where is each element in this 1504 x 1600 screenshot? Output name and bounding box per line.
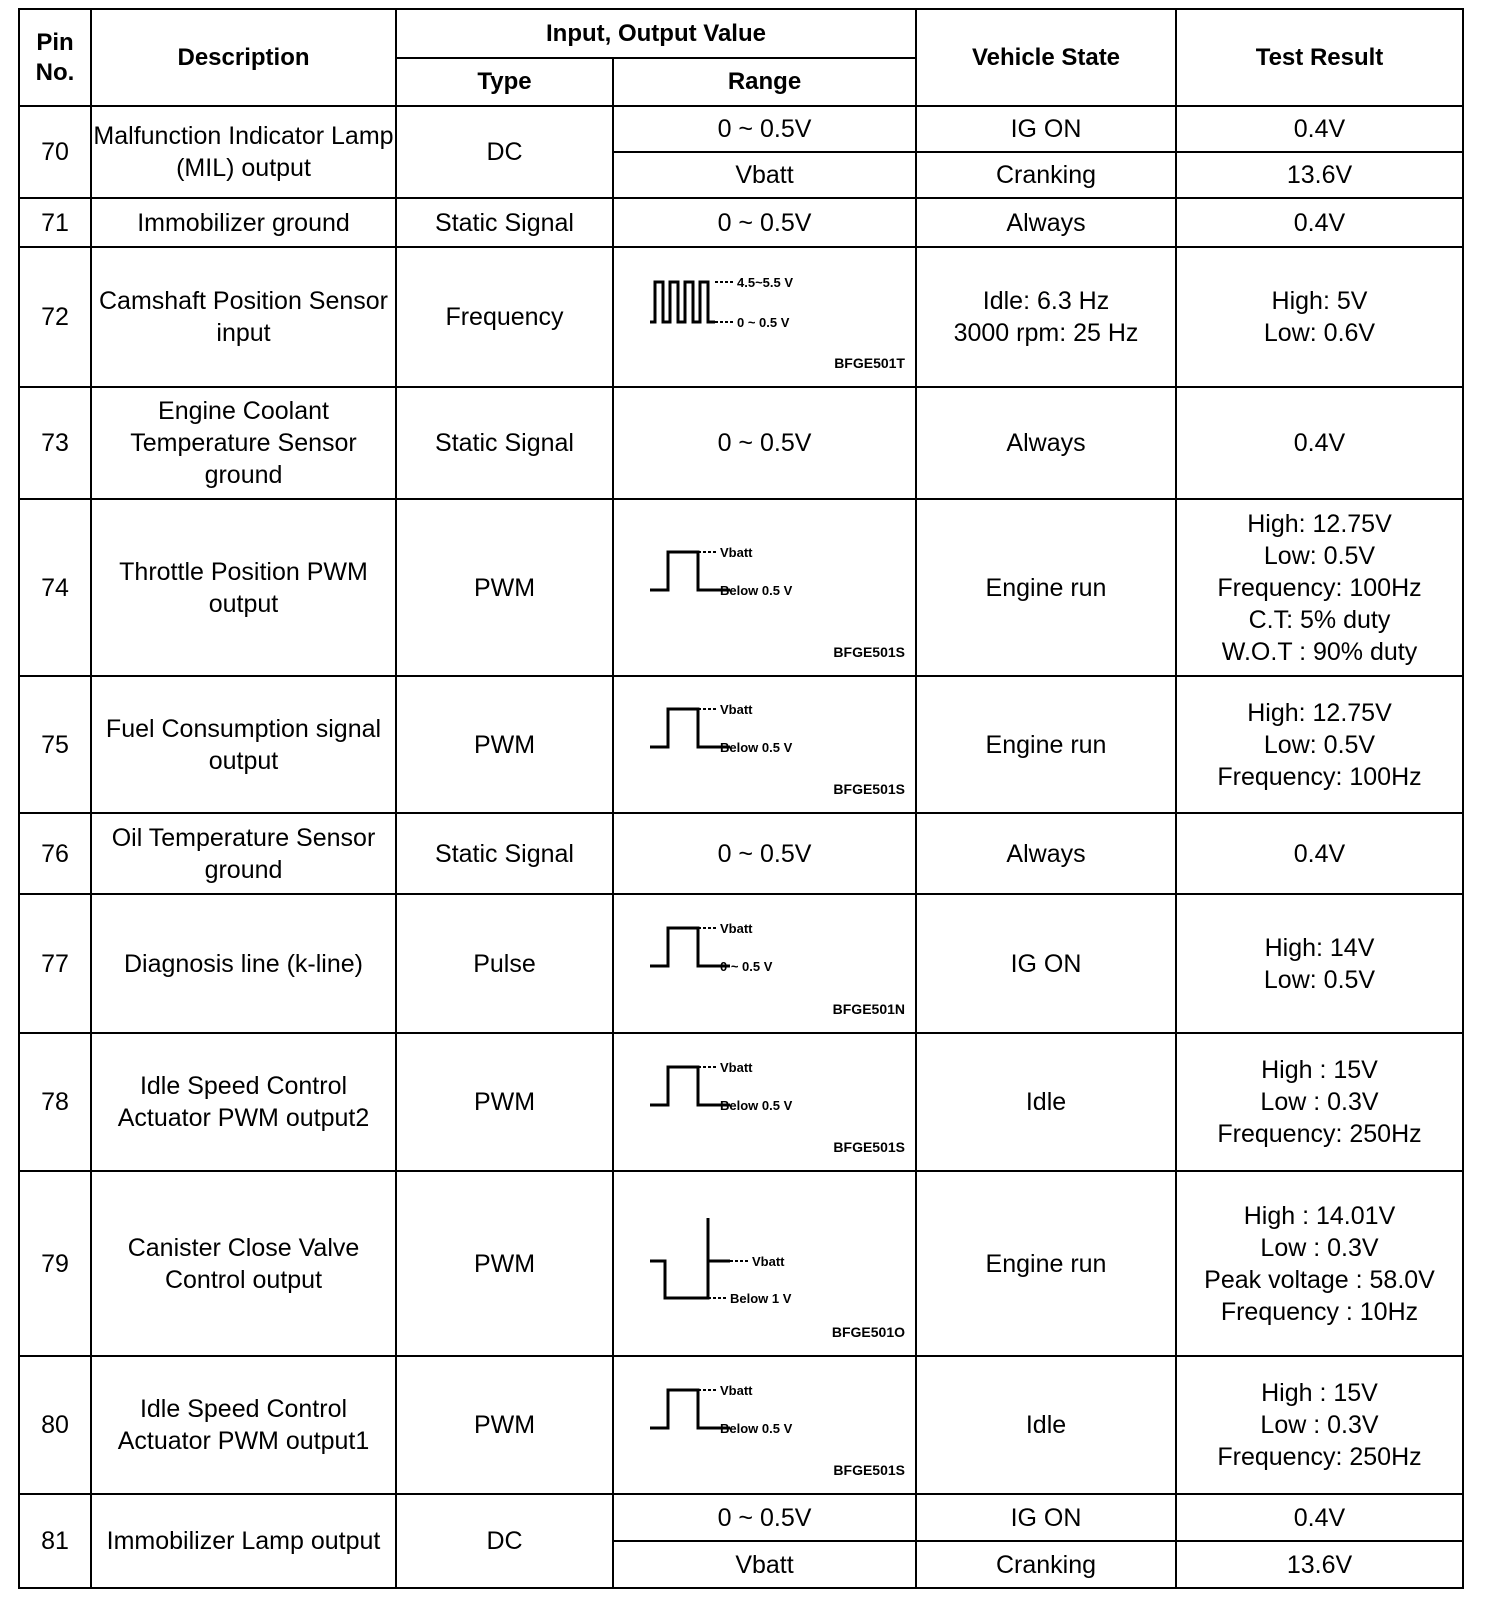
vehicle-state: Idle [916, 1356, 1176, 1494]
table-row [19, 106, 1463, 152]
table-row [19, 1033, 1463, 1171]
header-type: Type [396, 58, 613, 106]
vehicle-state: IG ON [916, 894, 1176, 1033]
pin-no: 79 [19, 1171, 91, 1356]
table-row [19, 813, 1463, 894]
test-result: High : 15V Low : 0.3V Frequency: 250Hz [1176, 1033, 1463, 1171]
waveform-low-label: Below 0.5 V [719, 1420, 792, 1436]
waveform-icon [650, 1216, 880, 1311]
waveform-high-label: Vbatt [719, 1382, 752, 1398]
description: Malfunction Indicator Lamp (MIL) output [91, 106, 396, 198]
figure-code: BFGE501T [834, 355, 905, 371]
waveform-icon [650, 540, 880, 635]
test-result: High: 5V Low: 0.6V [1176, 247, 1463, 387]
description: Engine Coolant Temperature Sensor ground [91, 387, 396, 499]
vehicle-state: Engine run [916, 676, 1176, 813]
waveform-high-label: Vbatt [719, 545, 752, 560]
pin-no: 70 [19, 106, 91, 198]
table-row [19, 894, 1463, 1033]
table-row [19, 676, 1463, 813]
range-waveform [613, 894, 916, 1033]
header-io-value: Input, Output Value [396, 9, 916, 58]
range: 0 ~ 0.5V [613, 813, 916, 894]
range: Vbatt [613, 1541, 916, 1588]
test-result: 0.4V [1176, 106, 1463, 152]
header-description: Description [91, 9, 396, 106]
table-row [19, 1171, 1463, 1356]
range: Vbatt [613, 152, 916, 198]
type: DC [396, 106, 613, 198]
description: Idle Speed Control Actuator PWM output2 [91, 1033, 396, 1171]
header-pin-no: Pin No. [19, 9, 91, 106]
waveform-high-label: Vbatt [719, 1059, 752, 1075]
waveform-high-label: Vbatt [751, 1254, 784, 1269]
description: Diagnosis line (k-line) [91, 894, 396, 1033]
type: Pulse [396, 894, 613, 1033]
vehicle-state: Idle [916, 1033, 1176, 1171]
waveform-low-label: 0 ~ 0.5 V [719, 959, 772, 974]
description: Canister Close Valve Control output [91, 1171, 396, 1356]
pin-no: 77 [19, 894, 91, 1033]
type: PWM [396, 1033, 613, 1171]
figure-code: BFGE501S [833, 644, 905, 660]
figure-code: BFGE501S [833, 1462, 905, 1478]
vehicle-state: Cranking [916, 152, 1176, 198]
type: PWM [396, 499, 613, 676]
table-row [19, 1356, 1463, 1494]
type: Static Signal [396, 813, 613, 894]
type: Static Signal [396, 198, 613, 247]
table-row [19, 499, 1463, 676]
vehicle-state: Always [916, 813, 1176, 894]
description: Oil Temperature Sensor ground [91, 813, 396, 894]
type: Frequency [396, 247, 613, 387]
test-result: 0.4V [1176, 813, 1463, 894]
table-row [19, 1494, 1463, 1541]
vehicle-state: Always [916, 198, 1176, 247]
range: 0 ~ 0.5V [613, 1494, 916, 1541]
type: PWM [396, 1171, 613, 1356]
vehicle-state: Always [916, 387, 1176, 499]
waveform-high-label: Vbatt [719, 702, 752, 717]
test-result: 0.4V [1176, 1494, 1463, 1541]
test-result: High: 14V Low: 0.5V [1176, 894, 1463, 1033]
header-range: Range [613, 58, 916, 106]
test-result: High : 15V Low : 0.3V Frequency: 250Hz [1176, 1356, 1463, 1494]
waveform-high-label: Vbatt [719, 921, 752, 936]
type: Static Signal [396, 387, 613, 499]
type: DC [396, 1494, 613, 1588]
description: Fuel Consumption signal output [91, 676, 396, 813]
range: 0 ~ 0.5V [613, 106, 916, 152]
range-waveform [613, 676, 916, 813]
test-result: 13.6V [1176, 1541, 1463, 1588]
range: 0 ~ 0.5V [613, 198, 916, 247]
pin-no: 75 [19, 676, 91, 813]
vehicle-state: Engine run [916, 1171, 1176, 1356]
description: Camshaft Position Sensor input [91, 247, 396, 387]
vehicle-state: Cranking [916, 1541, 1176, 1588]
description: Idle Speed Control Actuator PWM output1 [91, 1356, 396, 1494]
header-test-result: Test Result [1176, 9, 1463, 106]
range-waveform [613, 1171, 916, 1356]
vehicle-state: Engine run [916, 499, 1176, 676]
figure-code: BFGE501O [831, 1324, 905, 1340]
range-waveform [613, 247, 916, 387]
range-waveform [613, 499, 916, 676]
pin-no: 76 [19, 813, 91, 894]
test-result: High: 12.75V Low: 0.5V Frequency: 100Hz C.T: 5% duty W.O.T : 90% duty [1176, 499, 1463, 676]
range-waveform [613, 1033, 916, 1171]
test-result: 0.4V [1176, 198, 1463, 247]
type: PWM [396, 676, 613, 813]
header-vehicle-state: Vehicle State [916, 9, 1176, 106]
waveform-low-label: Below 0.5 V [719, 740, 792, 755]
waveform-low-label: Below 0.5 V [719, 583, 792, 598]
figure-code: BFGE501S [833, 1139, 905, 1155]
table-row [19, 247, 1463, 387]
vehicle-state: Idle: 6.3 Hz 3000 rpm: 25 Hz [916, 247, 1176, 387]
waveform-low-label: 0 ~ 0.5 V [736, 314, 789, 330]
test-result: 13.6V [1176, 152, 1463, 198]
pin-no: 73 [19, 387, 91, 499]
pin-no: 74 [19, 499, 91, 676]
table-row [19, 387, 1463, 499]
type: PWM [396, 1356, 613, 1494]
description: Immobilizer ground [91, 198, 396, 247]
waveform-high-label: 4.5~5.5 V [736, 274, 793, 290]
pin-no: 78 [19, 1033, 91, 1171]
description: Immobilizer Lamp output [91, 1494, 396, 1588]
waveform-low-label: Below 0.5 V [719, 1097, 792, 1113]
figure-code: BFGE501S [833, 781, 905, 797]
table-row [19, 198, 1463, 247]
figure-code: BFGE501N [832, 1001, 905, 1017]
pin-no: 71 [19, 198, 91, 247]
vehicle-state: IG ON [916, 1494, 1176, 1541]
test-result: High: 12.75V Low: 0.5V Frequency: 100Hz [1176, 676, 1463, 813]
pin-no: 81 [19, 1494, 91, 1588]
pin-no: 80 [19, 1356, 91, 1494]
range-waveform [613, 1356, 916, 1494]
waveform-low-label: Below 1 V [729, 1291, 791, 1306]
range: 0 ~ 0.5V [613, 387, 916, 499]
vehicle-state: IG ON [916, 106, 1176, 152]
test-result: 0.4V [1176, 387, 1463, 499]
pin-table [18, 8, 1464, 1589]
pin-no: 72 [19, 247, 91, 387]
description: Throttle Position PWM output [91, 499, 396, 676]
test-result: High : 14.01V Low : 0.3V Peak voltage : 58.0V Frequency : 10Hz [1176, 1171, 1463, 1356]
